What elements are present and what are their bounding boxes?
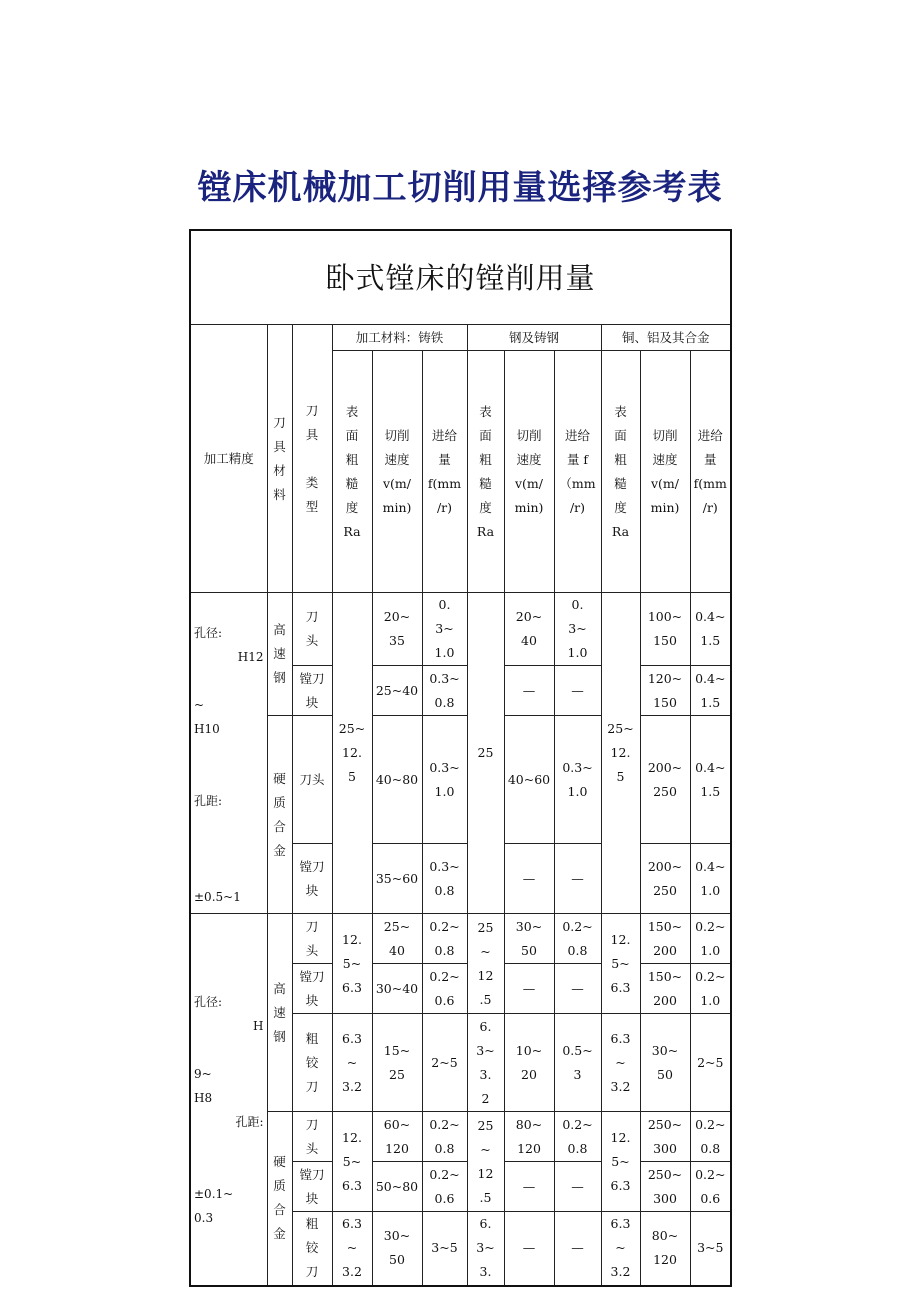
speed-value: 25~40 [372,666,422,716]
roughness-value: 6.3 ~ 3.2 [601,1014,640,1112]
speed-value: — [504,1212,554,1286]
speed-value: 30~40 [372,964,422,1014]
precision-cell [190,593,267,914]
speed-value: 150~ 200 [640,964,690,1014]
precision-grade: H8 [194,1091,213,1105]
header-speed: 切削 速度 v(m/ min) [640,351,690,593]
speed-value: 120~ 150 [640,666,690,716]
feed-value: 0.2~ 0.8 [422,1112,467,1162]
feed-value: 0.3~ 0.8 [422,666,467,716]
speed-value: 80~ 120 [640,1212,690,1286]
header-roughness: 表 面 粗 糙 度 Ra [332,351,372,593]
feed-value: 0.2~ 1.0 [690,914,731,964]
tool-type: 刀头 [292,716,332,844]
feed-value: 0.2~ 1.0 [690,964,731,1014]
feed-value: 0.3~ 1.0 [554,716,601,844]
precision-grade: H12 [237,650,264,664]
roughness-value: 25 [467,593,504,914]
speed-value: 200~ 250 [640,716,690,844]
precision-grade: H [253,1019,264,1033]
roughness-value: 6. 3~ 3. [467,1212,504,1286]
speed-value: 25~ 40 [372,914,422,964]
feed-value: 2~5 [690,1014,731,1112]
tool-type: 刀 头 [292,914,332,964]
precision-grade: H10 [194,722,220,736]
speed-value: — [504,964,554,1014]
header-feed: 进给 量 f(mm /r) [422,351,467,593]
header-roughness: 表 面 粗 糙 度 Ra [601,351,640,593]
tool-material: 硬 质 合 金 [267,716,292,914]
speed-value: 250~ 300 [640,1112,690,1162]
header-material-cast-iron: 加工材料：铸铁 [332,325,467,351]
roughness-value: 12. 5~ 6.3 [332,1112,372,1212]
feed-value: 0.2~ 0.6 [422,1162,467,1212]
feed-value: 0.2~ 0.8 [554,1112,601,1162]
header-feed: 进给 量 f （mm /r) [554,351,601,593]
speed-value: 40~60 [504,716,554,844]
header-roughness: 表 面 粗 糙 度 Ra [467,351,504,593]
roughness-value: 6. 3~ 3. 2 [467,1014,504,1112]
precision-tilde: ~ [194,698,205,712]
header-precision: 加工精度 [190,325,267,593]
tool-material: 高 速 钢 [267,914,292,1112]
roughness-value: 25~ 12. 5 [332,593,372,914]
speed-value: 30~ 50 [640,1014,690,1112]
feed-value: 0.2~ 0.8 [554,914,601,964]
tool-type: 镗刀 块 [292,666,332,716]
roughness-value: 25 ~ 12 .5 [467,1112,504,1212]
header-speed: 切削 速度 v(m/ min) [504,351,554,593]
precision-tolerance: ±0.5~1 [194,890,241,904]
roughness-value: 12. 5~ 6.3 [601,914,640,1014]
speed-value: 60~ 120 [372,1112,422,1162]
speed-value: 100~ 150 [640,593,690,666]
feed-value: 0.3~ 1.0 [422,716,467,844]
roughness-value: 6.3 ~ 3.2 [332,1014,372,1112]
feed-value: 0.4~ 1.5 [690,716,731,844]
cutting-parameters-table [189,229,732,1287]
roughness-value: 12. 5~ 6.3 [601,1112,640,1212]
tool-type: 镗刀 块 [292,964,332,1014]
precision-cell [190,914,267,1286]
tool-type: 粗 铰 刀 [292,1212,332,1286]
feed-value: 3~5 [422,1212,467,1286]
header-tool-type: 刀 具 类 型 [292,325,332,593]
roughness-value: 6.3 ~ 3.2 [601,1212,640,1286]
speed-value: 250~ 300 [640,1162,690,1212]
precision-distance-label: 孔距: [194,794,223,808]
speed-value: 20~ 40 [504,593,554,666]
feed-value: — [554,964,601,1014]
speed-value: 40~80 [372,716,422,844]
precision-distance-label: 孔距: [235,1115,264,1129]
speed-value: 200~ 250 [640,844,690,914]
tool-material: 高 速 钢 [267,593,292,716]
precision-label: 孔径: [194,626,223,640]
feed-value: 3~5 [690,1212,731,1286]
tool-type: 刀 头 [292,593,332,666]
header-tool-material: 刀 具 材 料 [267,325,292,593]
speed-value: 30~ 50 [504,914,554,964]
feed-value: 0.4~ 1.0 [690,844,731,914]
feed-value: 0.2~ 0.6 [422,964,467,1014]
header-feed: 进给 量 f(mm /r) [690,351,731,593]
feed-value: 0.2~ 0.8 [690,1112,731,1162]
speed-value: — [504,1162,554,1212]
feed-value: — [554,1162,601,1212]
tool-type: 粗 铰 刀 [292,1014,332,1112]
speed-value: 150~ 200 [640,914,690,964]
feed-value: 0. 3~ 1.0 [554,593,601,666]
speed-value: 80~ 120 [504,1112,554,1162]
table-caption: 卧式镗床的镗削用量 [190,230,731,325]
speed-value: 50~80 [372,1162,422,1212]
roughness-value: 25~ 12. 5 [601,593,640,914]
speed-value: 15~ 25 [372,1014,422,1112]
roughness-value: 6.3 ~ 3.2 [332,1212,372,1286]
precision-tolerance: ±0.1~ 0.3 [194,1187,234,1225]
feed-value: 0.2~ 0.6 [690,1162,731,1212]
feed-value: — [554,666,601,716]
speed-value: 30~ 50 [372,1212,422,1286]
feed-value: 0.5~ 3 [554,1014,601,1112]
feed-value: 0.2~ 0.8 [422,914,467,964]
feed-value: 0.4~ 1.5 [690,666,731,716]
document-title: 镗床机械加工切削用量选择参考表 [197,168,723,208]
header-material-steel: 钢及铸钢 [467,325,601,351]
feed-value: — [554,1212,601,1286]
feed-value: — [554,844,601,914]
speed-value: — [504,844,554,914]
feed-value: 0.4~ 1.5 [690,593,731,666]
precision-label: 孔径: [194,995,223,1009]
roughness-value: 25 ~ 12 .5 [467,914,504,1014]
header-material-copper: 铜、铝及其合金 [601,325,731,351]
feed-value: 2~5 [422,1014,467,1112]
speed-value: 10~ 20 [504,1014,554,1112]
precision-grade: 9~ [194,1067,212,1081]
speed-value: 20~ 35 [372,593,422,666]
tool-type: 镗刀 块 [292,1162,332,1212]
tool-material: 硬 质 合 金 [267,1112,292,1286]
feed-value: 0. 3~ 1.0 [422,593,467,666]
speed-value: — [504,666,554,716]
speed-value: 35~60 [372,844,422,914]
header-speed: 切削 速度 v(m/ min) [372,351,422,593]
feed-value: 0.3~ 0.8 [422,844,467,914]
roughness-value: 12. 5~ 6.3 [332,914,372,1014]
tool-type: 镗刀 块 [292,844,332,914]
tool-type: 刀 头 [292,1112,332,1162]
